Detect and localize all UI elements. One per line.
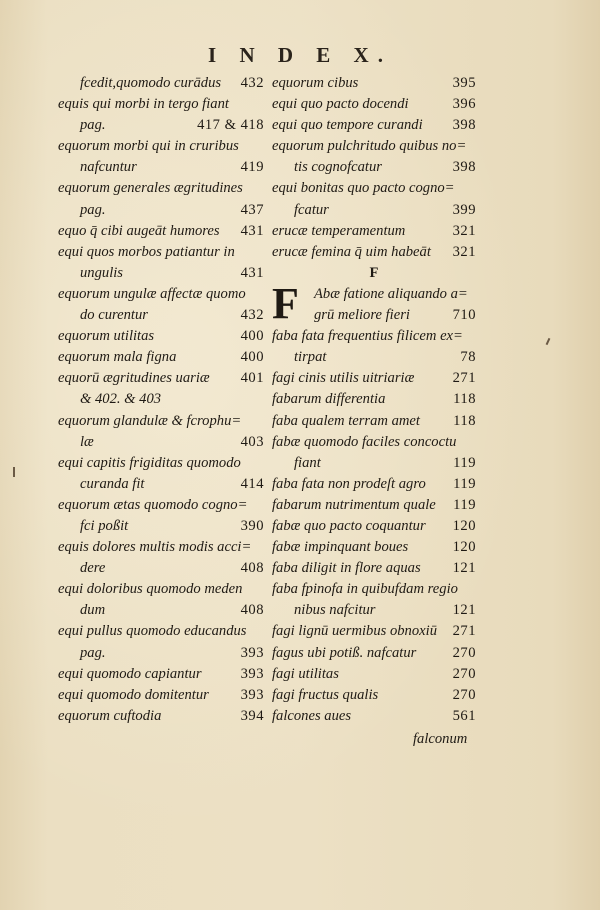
entry-page-number: 408: [240, 560, 264, 577]
entry-page-number: 321: [452, 222, 476, 239]
entry-text: dere: [80, 560, 106, 577]
index-entry: [272, 136, 476, 157]
entry-text: fabarum differentia: [272, 391, 386, 408]
index-entry: [272, 368, 476, 389]
entry-page-number: 398: [452, 117, 476, 134]
entry-text: equi quomodo capiantur: [58, 665, 202, 682]
entry-page-number: 431: [240, 264, 264, 281]
index-entry: [58, 685, 264, 706]
index-entry: [58, 558, 264, 579]
entry-text: fcedit,quomodo curādus: [80, 75, 222, 91]
entry-page-number: 270: [452, 686, 476, 703]
entry-page-number: 390: [240, 517, 264, 534]
entry-text: fagi fructus qualis: [272, 686, 379, 703]
index-entry: [272, 706, 476, 727]
entry-page-number: 393: [240, 665, 264, 682]
entry-page-number: 393: [240, 644, 264, 661]
entry-text: equis dolores multis modis acci=: [58, 539, 252, 556]
index-entry: [58, 643, 264, 664]
entry-text: equi doloribus quomodo meden: [58, 581, 243, 598]
entry-text: equorum cibus: [272, 75, 359, 91]
entry-page-number: 431: [240, 222, 264, 239]
entry-text: equi capitis frigiditas quomodo: [58, 454, 241, 471]
index-entry: [58, 305, 264, 326]
entry-page-number: 321: [452, 243, 476, 260]
entry-page-number: 120: [452, 539, 476, 556]
entry-page-number: 403: [240, 433, 264, 450]
entry-text: erucæ femina q̄ uim habeāt: [272, 243, 431, 260]
entry-page-number: 118: [453, 391, 476, 408]
entry-text: grū meliore fieri: [314, 307, 410, 324]
index-entry: [58, 432, 264, 453]
index-entry: [272, 432, 476, 453]
index-entry: [272, 474, 476, 495]
entry-page-number: 121: [452, 560, 476, 577]
entry-text: equorum glandulæ & fcrophu=: [58, 412, 242, 429]
index-entry: [58, 621, 264, 642]
entry-text: equi bonitas quo pacto cogno=: [272, 180, 455, 197]
entry-page-number: 271: [452, 370, 476, 387]
index-entry: [58, 474, 264, 495]
entry-text: & 402. & 403: [80, 391, 162, 408]
index-entry: [58, 200, 264, 221]
entry-text: equi quo tempore curandi: [272, 117, 423, 134]
entry-text: equorum ungulæ affectæ quomo: [58, 285, 246, 302]
entry-text: pag.: [80, 201, 106, 218]
entry-text: faba fata non prodeſt agro: [272, 475, 426, 492]
entry-text: equi quo pacto docendi: [272, 96, 409, 113]
section-letter: [272, 263, 476, 284]
margin-mark: [546, 338, 551, 345]
entry-text: equi pullus quomodo educandus: [58, 623, 247, 640]
entry-text: Abæ fatione aliquando a=: [314, 285, 468, 302]
entry-text: equorum pulchritudo quibus no=: [272, 138, 467, 155]
entry-page-number: 417 & 418: [197, 117, 264, 134]
index-entry: [272, 516, 476, 537]
entry-text: dum: [80, 602, 106, 619]
entry-page-number: 393: [240, 686, 264, 703]
index-entry: [272, 537, 476, 558]
entry-page-number: 432: [240, 307, 264, 324]
entry-text: equi quos morbos patiantur in: [58, 243, 235, 260]
entry-text: tis cognofcatur: [294, 159, 382, 176]
entry-text: equorum cuftodia: [58, 707, 162, 724]
index-entry: [58, 136, 264, 157]
index-entry: [58, 579, 264, 600]
index-entry: [272, 389, 476, 410]
entry-text: pag.: [80, 117, 106, 134]
index-entry: [272, 600, 476, 621]
index-entry: [272, 643, 476, 664]
index-entry: [272, 178, 476, 199]
entry-page-number: 270: [452, 644, 476, 661]
entry-page-number: 119: [453, 496, 476, 513]
entry-page-number: 437: [240, 201, 264, 218]
index-entry: [58, 347, 264, 368]
index-entry: [58, 664, 264, 685]
entry-text: curanda fit: [80, 475, 145, 492]
index-entry: [58, 73, 264, 94]
index-entry: [58, 706, 264, 727]
entry-text: tirpat: [294, 349, 327, 366]
index-entry: [58, 537, 264, 558]
index-entry: [272, 94, 476, 115]
catchword: falconum: [413, 731, 468, 747]
entry-page-number: 400: [240, 328, 264, 345]
index-entry: [272, 200, 476, 221]
entry-page-number: 78: [460, 349, 476, 366]
index-column-right: [272, 73, 476, 727]
entry-text: fiant: [294, 454, 321, 471]
entry-page-number: 408: [240, 602, 264, 619]
index-entry: [272, 157, 476, 178]
index-entry: [272, 579, 476, 600]
entry-page-number: 401: [240, 370, 264, 387]
entry-text: faba fpinofa in quibufdam regio: [272, 581, 458, 598]
entry-text: nafcuntur: [80, 159, 137, 176]
index-entry: [58, 178, 264, 199]
entry-text: nibus nafcitur: [294, 602, 376, 619]
entry-text: equi quomodo domitentur: [58, 686, 209, 703]
entry-text: equorum morbi qui in cruribus: [58, 138, 239, 155]
entry-text: equis qui morbi in tergo fiant: [58, 96, 229, 113]
margin-mark: [13, 467, 15, 477]
entry-text: fci poßit: [80, 517, 129, 534]
index-entry: [272, 495, 476, 516]
index-entry: [58, 326, 264, 347]
entry-page-number: 118: [453, 412, 476, 429]
index-column-left: [58, 73, 264, 727]
entry-page-number: 271: [452, 623, 476, 640]
entry-page-number: 398: [452, 159, 476, 176]
index-entry: [272, 664, 476, 685]
drop-cap: F: [272, 278, 299, 328]
entry-text: equo q̄ cibi augeāt humores: [58, 222, 220, 239]
index-entry: [272, 326, 476, 347]
entry-page-number: 270: [452, 665, 476, 682]
entry-text: fcatur: [294, 201, 329, 218]
entry-text: fagus ubi potiß. nafcatur: [272, 644, 417, 661]
index-entry: [58, 284, 264, 305]
entry-page-number: 400: [240, 349, 264, 366]
index-entry: [58, 94, 264, 115]
entry-page-number: 119: [453, 475, 476, 492]
entry-text: pag.: [80, 644, 106, 661]
index-entry: [58, 495, 264, 516]
page-header: I N D E X.: [208, 43, 392, 67]
index-entry: [272, 305, 476, 326]
entry-text: equorum utilitas: [58, 328, 155, 345]
entry-text: falcones aues: [272, 707, 352, 724]
entry-text: faba fata frequentius filicem ex=: [272, 328, 463, 345]
entry-text: ungulis: [80, 264, 123, 281]
entry-page-number: 394: [240, 707, 264, 724]
entry-text: læ: [80, 433, 94, 450]
entry-page-number: 710: [452, 307, 476, 324]
index-entry: [58, 157, 264, 178]
entry-page-number: 414: [240, 475, 264, 492]
entry-page-number: 396: [452, 96, 476, 113]
index-entry: [272, 621, 476, 642]
entry-text: fagi lignū uermibus obnoxiū: [272, 623, 437, 640]
entry-text: fagi cinis utilis uitriariæ: [272, 370, 415, 387]
entry-page-number: 561: [452, 707, 476, 724]
index-entry: [58, 221, 264, 242]
entry-text: equorū ægritudines uariæ: [58, 370, 210, 387]
index-entry: [272, 221, 476, 242]
index-entry: [58, 411, 264, 432]
entry-text: erucæ temperamentum: [272, 222, 406, 239]
entry-text: fabæ quo pacto coquantur: [272, 517, 426, 534]
entry-text: fabæ quomodo faciles concoctu: [272, 433, 457, 450]
entry-text: faba diligit in flore aquas: [272, 560, 421, 577]
index-entry: [272, 242, 476, 263]
index-entry: [58, 263, 264, 284]
entry-page-number: 432: [240, 75, 264, 91]
entry-page-number: 395: [452, 75, 476, 91]
entry-text: equorum generales ægritudines: [58, 180, 243, 197]
index-entry: [272, 347, 476, 368]
entry-text: faba qualem terram amet: [272, 412, 420, 429]
index-entry: [58, 600, 264, 621]
entry-text: equorum mala figna: [58, 349, 177, 366]
index-entry: [272, 411, 476, 432]
index-entry: [272, 453, 476, 474]
entry-page-number: 120: [452, 517, 476, 534]
index-entry: [58, 242, 264, 263]
entry-page-number: 419: [240, 159, 264, 176]
entry-text: F: [369, 264, 379, 281]
index-entry: [58, 368, 264, 389]
index-entry: [272, 73, 476, 94]
entry-text: fagi utilitas: [272, 665, 339, 682]
index-entry: [58, 389, 264, 410]
index-entry: [272, 558, 476, 579]
index-entry: [272, 685, 476, 706]
entry-page-number: 121: [452, 602, 476, 619]
index-entry: [58, 516, 264, 537]
entry-text: fabarum nutrimentum quale: [272, 496, 436, 513]
entry-text: fabæ impinquant boues: [272, 539, 409, 556]
index-entry: [58, 453, 264, 474]
entry-page-number: 119: [453, 454, 476, 471]
entry-page-number: 399: [452, 201, 476, 218]
entry-text: equorum ætas quomodo cogno=: [58, 496, 248, 513]
index-entry: [58, 115, 264, 136]
index-entry: [272, 115, 476, 136]
entry-text: do curentur: [80, 307, 148, 324]
